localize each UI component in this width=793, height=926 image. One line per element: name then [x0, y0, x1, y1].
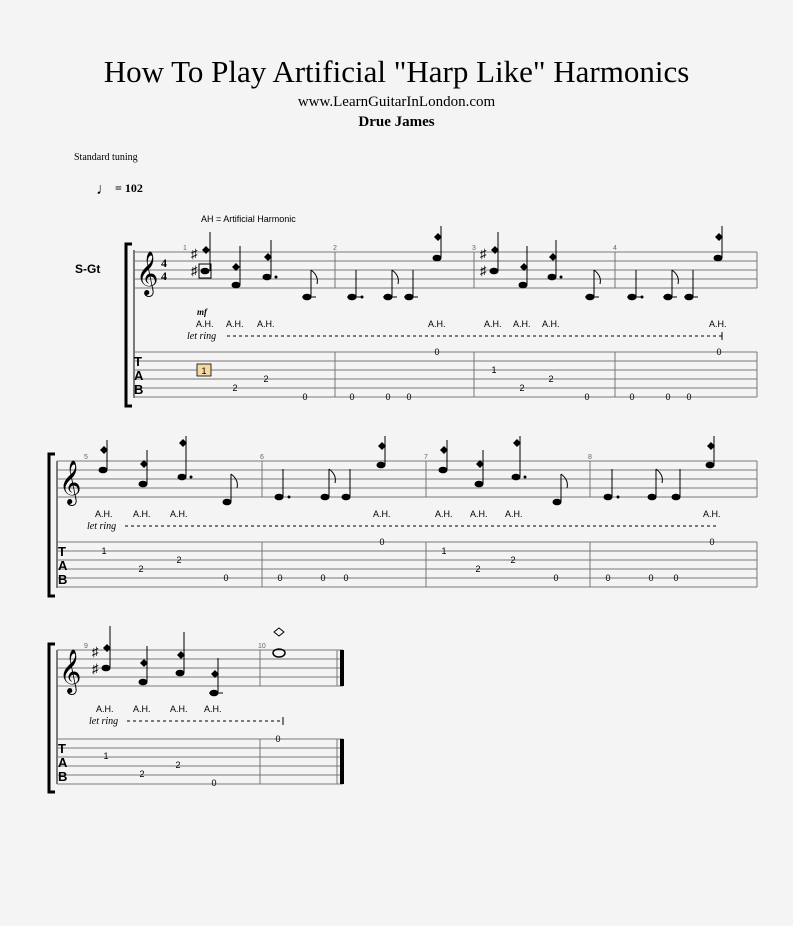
svg-text:2: 2	[263, 374, 269, 384]
svg-text:T: T	[58, 544, 66, 559]
tab-clef	[58, 741, 68, 784]
svg-text:0: 0	[275, 734, 281, 744]
svg-text:0: 0	[277, 573, 283, 583]
svg-text:0: 0	[343, 573, 349, 583]
final-barline	[340, 739, 344, 784]
svg-text:0: 0	[686, 392, 692, 402]
svg-text:1: 1	[491, 365, 497, 375]
svg-text:A.H.: A.H.	[170, 704, 188, 714]
let-ring-label: let ring	[187, 331, 217, 342]
svg-text:2: 2	[138, 564, 144, 574]
svg-text:A.H.: A.H.	[470, 509, 488, 519]
svg-text:♯: ♯	[92, 661, 99, 676]
svg-text:A.H.: A.H.	[505, 509, 523, 519]
author-name: Drue James	[358, 114, 435, 130]
svg-text:A.H.: A.H.	[542, 319, 560, 329]
svg-text:A.H.: A.H.	[133, 509, 151, 519]
svg-text:A.H.: A.H.	[513, 319, 531, 329]
treble-clef-icon: 𝄞	[59, 651, 82, 693]
notes-measure-4	[627, 226, 723, 300]
svg-text:0: 0	[648, 573, 654, 583]
sharp-icon: ♯	[191, 263, 198, 278]
svg-text:T: T	[134, 354, 142, 369]
svg-text:0: 0	[629, 392, 635, 402]
svg-text:A.H.: A.H.	[435, 509, 453, 519]
svg-text:A: A	[134, 368, 144, 383]
svg-text:A.H.: A.H.	[703, 509, 721, 519]
time-signature-top: 4	[161, 256, 167, 270]
note-head	[263, 274, 272, 281]
system-bracket	[49, 454, 55, 596]
tab-clef	[134, 354, 144, 397]
svg-text:B: B	[58, 769, 68, 784]
tab-staff	[57, 739, 343, 784]
harmonic-labels	[96, 704, 222, 714]
svg-text:2: 2	[139, 769, 145, 779]
svg-text:♯: ♯	[480, 263, 487, 278]
svg-text:B: B	[134, 382, 144, 397]
svg-text:A.H.: A.H.	[170, 509, 188, 519]
tab-clef	[58, 544, 68, 587]
measure-number: 10	[258, 643, 266, 650]
system-bracket	[49, 644, 55, 792]
svg-text:♯: ♯	[480, 246, 487, 261]
svg-text:A.H.: A.H.	[96, 704, 114, 714]
instrument-label: S-Gt	[75, 262, 101, 276]
svg-text:2: 2	[176, 555, 182, 565]
svg-text:A.H.: A.H.	[196, 319, 214, 329]
system-bracket	[126, 244, 132, 406]
harmonic-labels	[95, 509, 721, 519]
dot	[275, 276, 278, 279]
svg-text:0: 0	[434, 347, 440, 357]
svg-text:A.H.: A.H.	[204, 704, 222, 714]
svg-text:0: 0	[665, 392, 671, 402]
tuning-label: Standard tuning	[74, 152, 138, 163]
measure-number: 1	[183, 245, 187, 252]
tab-staff	[134, 352, 757, 397]
tab-frets	[103, 734, 280, 788]
measure-number: 4	[613, 245, 617, 252]
svg-text:0: 0	[302, 392, 308, 402]
svg-text:2: 2	[475, 564, 481, 574]
svg-text:1: 1	[201, 366, 207, 376]
harmonic-labels	[196, 319, 727, 329]
notes-measures-5-8	[99, 436, 716, 505]
svg-text:A: A	[58, 755, 68, 770]
notes-measure-3	[480, 232, 600, 300]
svg-text:2: 2	[548, 374, 554, 384]
let-ring-label: let ring	[89, 716, 119, 727]
system-3	[49, 626, 344, 792]
svg-text:♯: ♯	[92, 644, 99, 659]
svg-text:1: 1	[441, 546, 447, 556]
tempo-value: = 102	[115, 181, 143, 195]
time-signature-bottom: 4	[161, 269, 167, 283]
tab-frets	[201, 347, 721, 402]
svg-text:0: 0	[385, 392, 391, 402]
svg-text:0: 0	[553, 573, 559, 583]
note-head	[201, 268, 210, 275]
let-ring-label: let ring	[87, 521, 117, 532]
measure-number: 8	[588, 454, 592, 461]
svg-text:2: 2	[510, 555, 516, 565]
standard-staff	[57, 650, 343, 686]
svg-text:1: 1	[103, 751, 109, 761]
svg-text:0: 0	[584, 392, 590, 402]
treble-clef-icon: 𝄞	[136, 253, 159, 295]
svg-text:A.H.: A.H.	[226, 319, 244, 329]
notes-measure-1	[191, 232, 317, 300]
system-2	[49, 436, 757, 596]
svg-text:0: 0	[349, 392, 355, 402]
svg-text:A: A	[58, 558, 68, 573]
svg-text:0: 0	[223, 573, 229, 583]
svg-text:2: 2	[232, 383, 238, 393]
svg-text:0: 0	[320, 573, 326, 583]
note-head	[232, 282, 241, 289]
svg-text:0: 0	[709, 537, 715, 547]
notes-measure-2	[347, 226, 442, 300]
svg-text:A.H.: A.H.	[257, 319, 275, 329]
quarter-note-icon: ♩	[96, 181, 112, 198]
measure-number: 2	[333, 245, 337, 252]
svg-text:0: 0	[716, 347, 722, 357]
svg-text:T: T	[58, 741, 66, 756]
standard-staff	[134, 252, 757, 288]
svg-text:A.H.: A.H.	[428, 319, 446, 329]
svg-text:A.H.: A.H.	[95, 509, 113, 519]
svg-text:0: 0	[605, 573, 611, 583]
svg-text:2: 2	[519, 383, 525, 393]
measure-number: 7	[424, 454, 428, 461]
svg-text:A.H.: A.H.	[133, 704, 151, 714]
note-flag	[311, 270, 317, 284]
treble-clef-icon: 𝄞	[59, 462, 82, 504]
measure-number: 5	[84, 454, 88, 461]
svg-text:2: 2	[175, 760, 181, 770]
standard-staff	[57, 461, 757, 497]
svg-text:B: B	[58, 572, 68, 587]
website-url: www.LearnGuitarInLondon.com	[297, 94, 496, 110]
svg-text:A.H.: A.H.	[484, 319, 502, 329]
system-1	[75, 214, 757, 406]
svg-text:A.H.: A.H.	[373, 509, 391, 519]
harmonic-note	[202, 246, 210, 254]
harmonic-annotation: AH = Artificial Harmonic	[201, 214, 296, 224]
svg-text:0: 0	[406, 392, 412, 402]
svg-text:A.H.: A.H.	[709, 319, 727, 329]
sharp-icon: ♯	[191, 246, 198, 261]
measure-number: 3	[472, 245, 476, 252]
svg-text:1: 1	[101, 546, 107, 556]
measure-number: 6	[260, 454, 264, 461]
dynamic-marking: mf	[197, 307, 207, 317]
song-title: How To Play Artificial "Harp Like" Harmonics	[103, 54, 690, 89]
svg-text:0: 0	[211, 778, 217, 788]
svg-text:0: 0	[379, 537, 385, 547]
measure-number: 9	[84, 643, 88, 650]
final-barline	[340, 650, 344, 686]
svg-text:0: 0	[673, 573, 679, 583]
